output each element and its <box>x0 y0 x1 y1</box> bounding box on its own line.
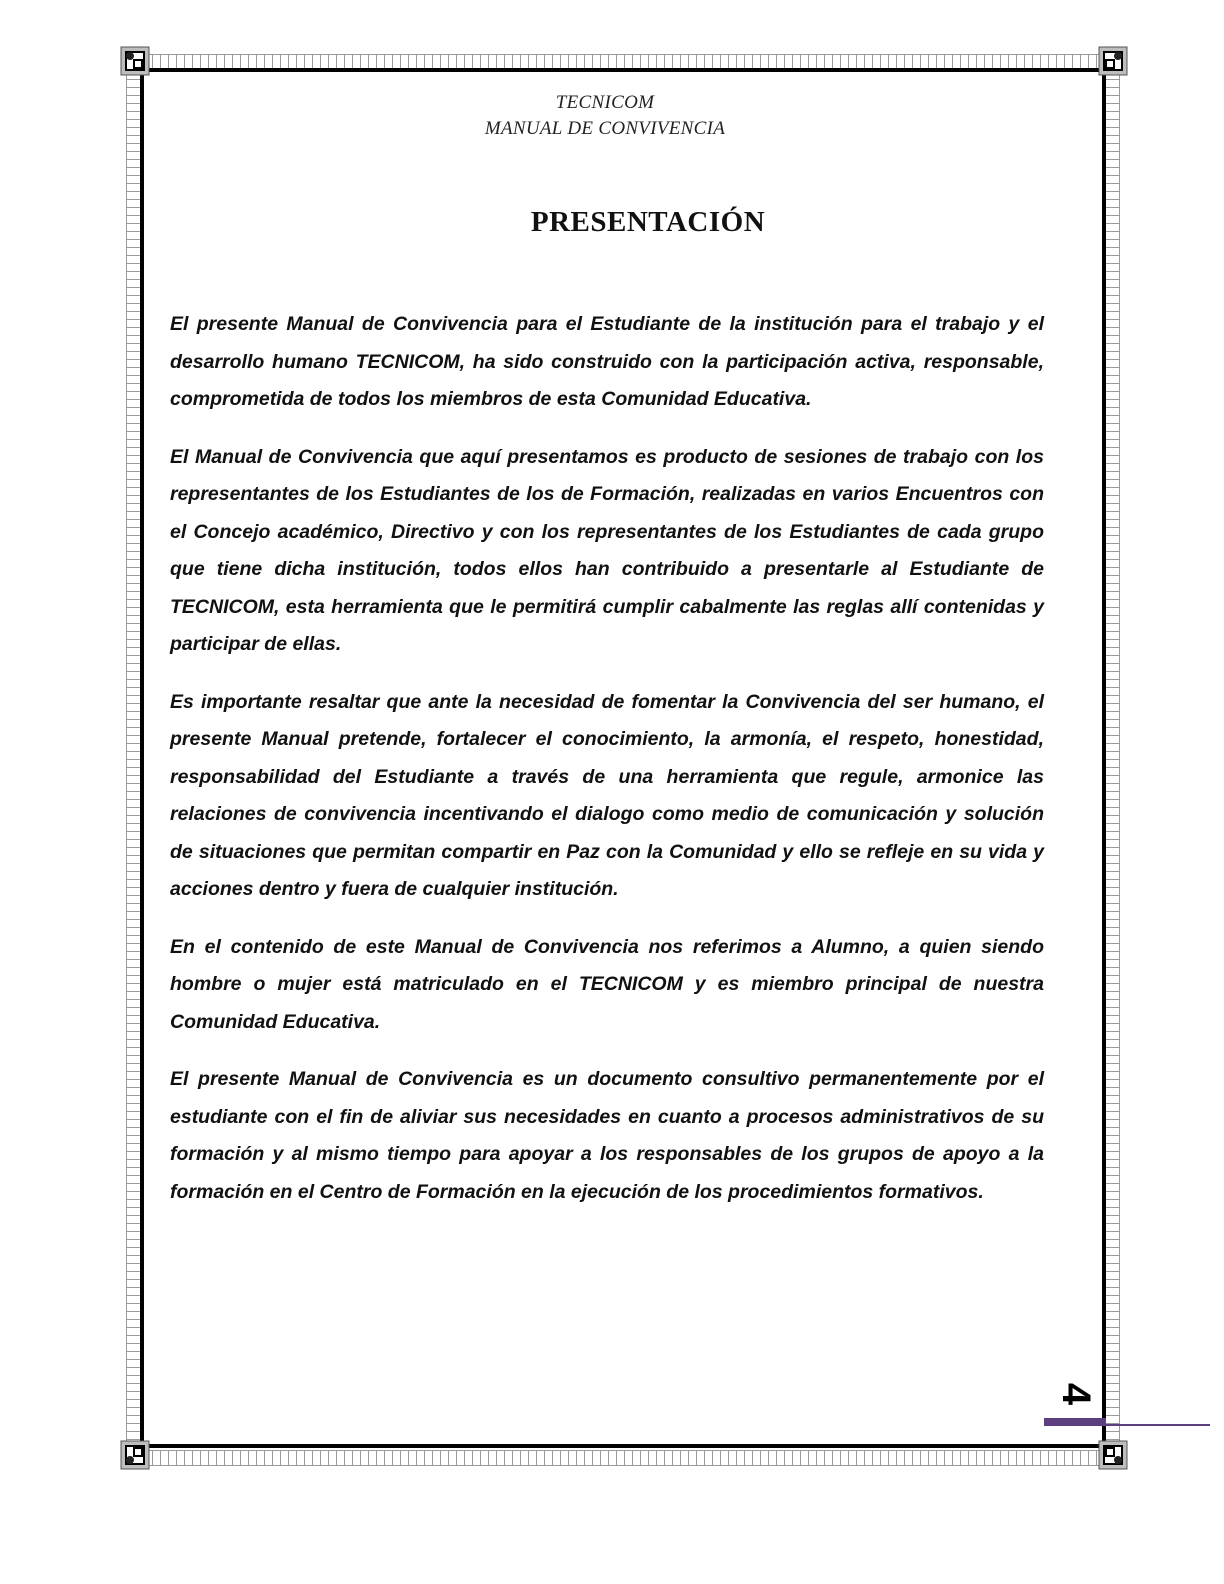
body-content <box>170 306 1044 1231</box>
paragraph: En el contenido de este Manual de Convivencia nos referimos a Alumno, a quien siendo hombre o mujer está matriculado en el TECNICOM y es miembro principal de nuestra Comunidad Educativa. <box>170 935 1044 1033</box>
corner-ornament-icon <box>1098 46 1128 76</box>
paragraph: El presente Manual de Convivencia es un documento consultivo permanentemente por el estudiante con el fin de aliviar sus necesidades en cuanto a procesos administrativos de su formación y al mismo tiempo para apoyar a los responsables de los grupos de apoyo a la formación en el Centro de Formación en la ejecución de los procedimientos formativos. <box>170 1068 1044 1203</box>
page-number-accent-line <box>1106 1424 1210 1426</box>
page-number-accent-bar <box>1044 1418 1106 1426</box>
page-title: PRESENTACIÓN <box>530 206 766 238</box>
paragraph: El presente Manual de Convivencia para el Estudiante de la institución para el trabajo y el desarrollo humano TECNICOM, ha sido construido con la participación activa, responsable, comprometida de todos los miembros de esta Comunidad Educativa. <box>170 313 1044 410</box>
header-institution: TECNICOM <box>555 92 655 113</box>
paragraph: El Manual de Convivencia que aquí presentamos es producto de sesiones de trabajo con los representantes de los Estudiantes de los de Formación, realizadas en varios Encuentros con el Concejo académico, Directivo y con los representantes de los Estudiantes de cada grupo que tiene dicha institución, todos ellos han contribuido a presentarle al Estudiante de TECNICOM, esta herramienta que le permitirá cumplir cabalmente las reglas allí contenidas y participar de ellas. <box>170 445 1044 655</box>
page-number: 4 <box>1054 1382 1098 1406</box>
decorative-border-right <box>1104 62 1120 1456</box>
paragraph: Es importante resaltar que ante la necesidad de fomentar la Convivencia del ser humano, el presente Manual pretende, fortalecer el conocimiento, la armonía, el respeto, honestidad, responsabilidad del Estudiante a través de una herramienta que regule, armonice las relaciones de convivencia incentivando el dialogo como medio de comunicación y solución de situaciones que permitan compartir en Paz con la Comunidad y ello se refleje en su vida y acciones dentro y fuera de cualquier institución. <box>170 690 1044 900</box>
corner-ornament-icon <box>1098 1440 1128 1470</box>
page-header <box>300 90 910 142</box>
header-document-title: MANUAL DE CONVIVENCIA <box>484 118 726 139</box>
decorative-border-bottom <box>128 1450 1120 1466</box>
corner-ornament-icon <box>120 1440 150 1470</box>
corner-ornament-icon <box>120 46 150 76</box>
